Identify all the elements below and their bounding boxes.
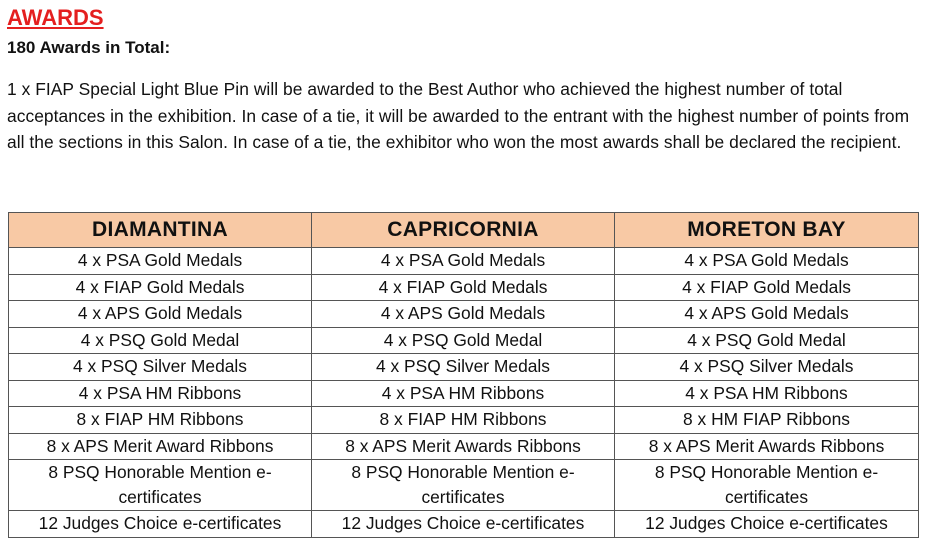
table-cell: 4 x PSQ Gold Medal bbox=[9, 327, 312, 354]
table-cell: 4 x PSQ Gold Medal bbox=[615, 327, 919, 354]
table-row bbox=[9, 460, 919, 511]
table-cell: 12 Judges Choice e-certificates bbox=[312, 511, 615, 538]
column-header-diamantina: DIAMANTINA bbox=[9, 213, 312, 248]
table-cell: 4 x PSA HM Ribbons bbox=[9, 380, 312, 407]
table-row bbox=[9, 274, 919, 301]
table-cell: 4 x APS Gold Medals bbox=[312, 301, 615, 328]
table-cell: 4 x PSQ Silver Medals bbox=[312, 354, 615, 381]
table-row bbox=[9, 248, 919, 275]
table-row bbox=[9, 407, 919, 434]
table-cell: 4 x APS Gold Medals bbox=[615, 301, 919, 328]
table-cell: 8 x APS Merit Awards Ribbons bbox=[312, 433, 615, 460]
awards-table bbox=[8, 212, 919, 538]
table-cell: 8 x APS Merit Awards Ribbons bbox=[615, 433, 919, 460]
table-row bbox=[9, 511, 919, 538]
awards-total-subheading: 180 Awards in Total: bbox=[7, 38, 171, 57]
table-cell: 4 x APS Gold Medals bbox=[9, 301, 312, 328]
table-cell: 8 x HM FIAP Ribbons bbox=[615, 407, 919, 434]
table-cell: 4 x PSA HM Ribbons bbox=[312, 380, 615, 407]
table-cell: 8 x APS Merit Award Ribbons bbox=[9, 433, 312, 460]
column-header-moreton-bay: MORETON BAY bbox=[615, 213, 919, 248]
table-cell: 4 x PSA HM Ribbons bbox=[615, 380, 919, 407]
table-row bbox=[9, 327, 919, 354]
table-cell: 4 x FIAP Gold Medals bbox=[312, 274, 615, 301]
table-cell: 4 x FIAP Gold Medals bbox=[9, 274, 312, 301]
table-cell: 8 x FIAP HM Ribbons bbox=[9, 407, 312, 434]
table-cell: 4 x PSA Gold Medals bbox=[312, 248, 615, 275]
table-cell: 8 PSQ Honorable Mention e-certificates bbox=[312, 460, 615, 511]
column-header-capricornia: CAPRICORNIA bbox=[312, 213, 615, 248]
best-author-paragraph: 1 x FIAP Special Light Blue Pin will be awarded to the Best Author who achieved the highest number of total acceptances in the exhibition. In case of a tie, it will be awarded to the entrant with the highest number of points from all the sections in this Salon. In case of a tie, the exhibitor who won the most awards shall be declared the recipient. bbox=[7, 79, 910, 152]
table-cell: 8 PSQ Honorable Mention e-certificates bbox=[615, 460, 919, 511]
table-cell: 4 x FIAP Gold Medals bbox=[615, 274, 919, 301]
table-row bbox=[9, 354, 919, 381]
table-cell: 12 Judges Choice e-certificates bbox=[9, 511, 312, 538]
table-cell: 8 PSQ Honorable Mention e-certificates bbox=[9, 460, 312, 511]
table-cell: 12 Judges Choice e-certificates bbox=[615, 511, 919, 538]
awards-heading: AWARDS bbox=[7, 5, 104, 30]
table-cell: 4 x PSQ Gold Medal bbox=[312, 327, 615, 354]
table-header-row bbox=[9, 213, 919, 248]
table-row bbox=[9, 433, 919, 460]
table-cell: 4 x PSQ Silver Medals bbox=[615, 354, 919, 381]
table-row bbox=[9, 380, 919, 407]
table-row bbox=[9, 301, 919, 328]
table-cell: 4 x PSA Gold Medals bbox=[615, 248, 919, 275]
table-cell: 4 x PSQ Silver Medals bbox=[9, 354, 312, 381]
table-cell: 4 x PSA Gold Medals bbox=[9, 248, 312, 275]
table-cell: 8 x FIAP HM Ribbons bbox=[312, 407, 615, 434]
